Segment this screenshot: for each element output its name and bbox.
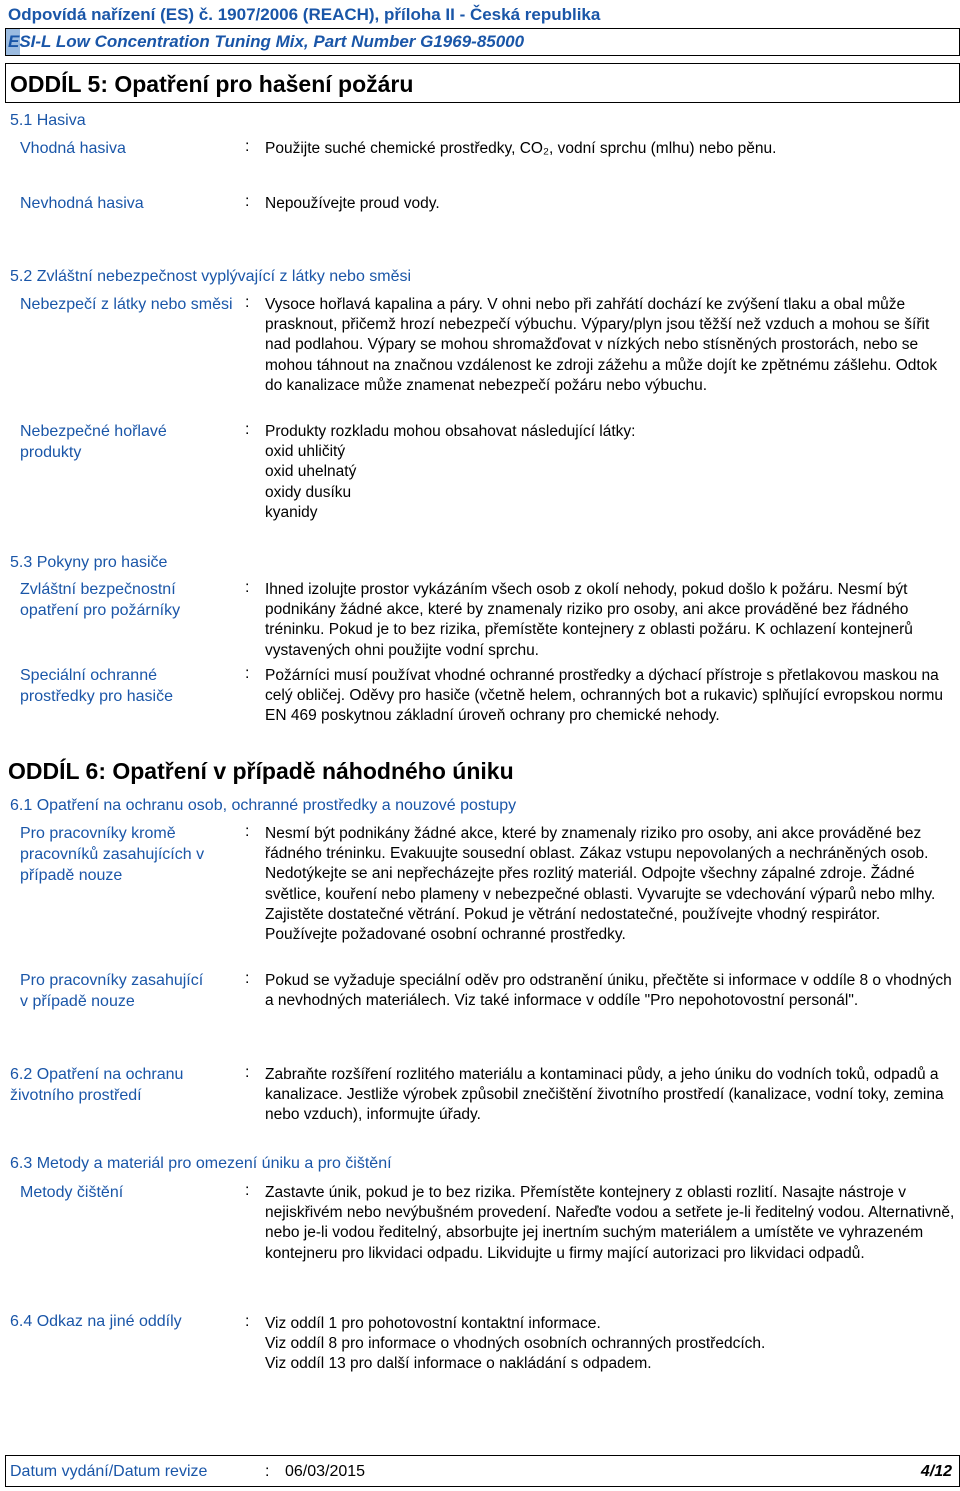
unsuitable-media-label: Nevhodná hasiva [20,195,144,212]
protective-equipment-value: Požárníci musí používat vhodné ochranné prostředky a dýchací přístroje s přetlakovou maskou na celý obličej. Oděvy pro hasiče (včetně helem, ochranných bot a rukavic) splňující evropskou normu EN 469 poskytnou základní úroveň ochrany pro chemické nehody. [265,667,944,725]
non-emergency-value: Nesmí být podnikány žádné akce, které by znamenaly riziko pro osoby, ani akce prováděné bez řádného tréninku. Evakuujte sousední oblast. Zákaz vstupu nepovolaných a nechráněných osob. Nedotýkejte se ani nepřecházejte přes rozlitý materiál. Odpojte všechny zápalné zdroje. Žádné světlice, kouření nebo plameny v nebezpečné oblasti. Vyvarujte se vdechování výparů nebo mlhy. Zajistěte dostatečné větrání. Pokud je větrání nedostatečné, používejte vhodný respirátor. Používejte požadované osobní ochranné prostředky. [265,825,936,944]
footer-date: 06/03/2015 [285,1463,366,1480]
cleaning-methods-label: Metody čištění [20,1184,124,1201]
list-item: oxid uhelnatý [265,463,357,481]
non-emergency-label: Pro pracovníky kromě pracovníků zasahujících v případě nouze [20,825,205,884]
section5-title: ODDÍL 5: Opatření pro hašení požáru [10,71,414,97]
special-precautions-label: Zvláštní bezpečnostní opatření pro požárníky [20,581,181,619]
special-precautions-value: Ihned izolujte prostor vykázáním všech osob z okolí nehody, pokud došlo k požáru. Nesmí být podnikány žádné akce, které by znamenaly riziko pro osoby, ani akce prováděné bez řádného tréninku. Pokud je to bez rizika, přemístěte kontejnery z oblasti požáru. K ochlazení kontejnerů vystavených ohni použijte vodní sprchu. [265,581,913,659]
cleaning-methods-value: Zastavte únik, pokud je to bez rizika. Přemístěte kontejnery z oblasti rozlití. Nasajte nástroje v nejiskřivém nebo nevýbušném provedení. Nařeďte vodou a setřete je-li ředitelný vodou. Alternativně, nebo je-li vodou ředitelný, absorbujte jej inertním suchým materiálem a umístěte ve vyhrazeném kontejneru pro likvidaci odpadu. Likvidujte u firmy mající autorizaci pro likvidaci odpadů. [265,1184,955,1262]
suitable-media-label: Vhodná hasiva [20,140,126,157]
hazard-label: Nebezpečí z látky nebo směsi [20,296,233,313]
environmental-precautions-value: Zabraňte rozšíření rozlitého materiálu a kontaminaci půdy, a jeho úniku do vodních toků, odpadů a kanalizace. Jestliže výrobek způsobil znečištění životního prostředí (kanalizace, vodní toky, zemina nebo vzduch), informujte úřady. [265,1066,944,1124]
colon: : [245,579,250,596]
section6-title: ODDÍL 6: Opatření v případě náhodného úniku [8,758,514,784]
colon: : [245,138,250,155]
colon: : [245,823,250,840]
colon: : [245,1313,250,1330]
reference-line: Viz oddíl 1 pro pohotovostní kontaktní informace. [265,1315,601,1332]
product-name: ESI-L Low Concentration Tuning Mix, Part Number G1969-85000 [8,32,525,51]
colon: : [245,1182,250,1199]
emergency-responders-label: Pro pracovníky zasahující v případě nouze [20,972,204,1010]
colon: : [245,970,250,987]
hazard-value: Vysoce hořlavá kapalina a páry. V ohni nebo při zahřátí dochází ke zvýšení tlaku a obal může prasknout, přičemž hrozí nebezpečí výbuchu. Výpary/plyn jsou těžší než vzduch a mohou se šířit nad podlahou. Výpary se mohou shromažďovat v nízkých nebo stísněných prostorách, nebo se mohou táhnout na značnou vzdálenost ke zdroji zážehu a může dojít ke zpětnému zášlehu. Odtok do kanalizace může znamenat nebezpečí požáru nebo výbuchu. [265,296,938,394]
references-value [265,1314,955,1375]
unsuitable-media-value: Nepoužívejte proud vody. [265,195,440,212]
section-6-2-heading: 6.2 Opatření na ochranu životního prostředí [10,1066,184,1104]
colon: : [245,421,250,438]
regulation-header: Odpovídá nařízení (ES) č. 1907/2006 (REACH), příloha II - Česká republika [8,5,601,24]
colon: : [245,193,250,210]
colon: : [245,294,250,311]
combustion-products-intro: Produkty rozkladu mohou obsahovat následující látky: [265,423,636,440]
section-5-1-heading: 5.1 Hasiva [10,112,86,129]
reference-line: Viz oddíl 8 pro informace o vhodných osobních ochranných prostředcích. [265,1335,766,1353]
section-5-3-heading: 5.3 Pokyny pro hasiče [10,554,168,571]
page-number: 4/12 [920,1463,952,1480]
suitable-media-value: Použijte suché chemické prostředky, CO₂, vodní sprchu (mlhu) nebo pěnu. [265,140,777,157]
list-item: oxid uhličitý [265,443,346,461]
combustion-products-value [265,422,955,523]
section-6-3-heading: 6.3 Metody a materiál pro omezení úniku a pro čištění [10,1155,392,1172]
list-item: oxidy dusíku [265,483,352,501]
reference-line: Viz oddíl 13 pro další informace o nakládání s odpadem. [265,1355,652,1373]
protective-equipment-label: Speciální ochranné prostředky pro hasiče [20,667,173,705]
emergency-responders-value: Pokud se vyžaduje speciální oděv pro odstranění úniku, přečtěte si informace v oddíle 8 o vhodných a nevhodných materiálech. Viz také informace v oddíle "Pro nepohotovostní personál". [265,972,952,1010]
colon: : [245,1064,250,1081]
section-6-4-heading: 6.4 Odkaz na jiné oddíly [10,1313,182,1330]
colon: : [245,665,250,682]
footer-date-label: Datum vydání/Datum revize [10,1463,208,1480]
list-item: kyanidy [265,503,318,521]
section-5-2-heading: 5.2 Zvláštní nebezpečnost vyplývající z látky nebo směsi [10,268,412,285]
combustion-products-label: Nebezpečné hořlavé produkty [20,423,167,461]
colon: : [265,1463,270,1480]
section-6-1-heading: 6.1 Opatření na ochranu osob, ochranné prostředky a nouzové postupy [10,797,517,814]
